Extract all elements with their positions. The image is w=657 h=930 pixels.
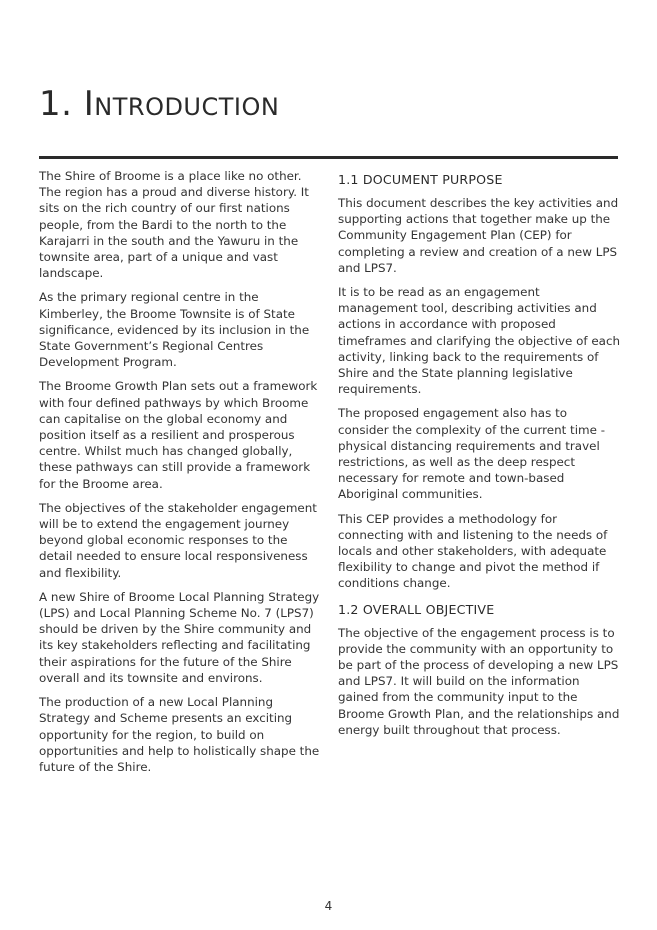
page-title: 1. Introduction (39, 84, 280, 124)
document-purpose-paragraph-3: The proposed engagement also has to consider the complexity of the current time - physical distancing requirements and travel restrictions, as well as the deep respect necessary for remote and town-based Aboriginal communities. (338, 406, 605, 502)
document-purpose-paragraph-4: This CEP provides a methodology for connecting with and listening to the needs of locals and other stakeholders, with adequate flexibility to change and pivot the method if conditions change. (338, 511, 608, 591)
intro-paragraph-6: The production of a new Local Planning Strategy and Scheme presents an exciting opportunity for the region, to build on opportunities and help to holistically shape the future of the Shire. (39, 695, 320, 774)
right-column (338, 172, 621, 746)
intro-paragraph-5: A new Shire of Broome Local Planning Strategy (LPS) and Local Planning Scheme No. 7 (LPS7) should be driven by the Shire community and its key stakeholders reflecting and facilitating their aspirations for the future of the Shire overall and its townsite and environs. (39, 589, 320, 685)
page-number: 4 (324, 899, 333, 913)
document-purpose-paragraph-2: It is to be read as an engagement management tool, describing activities and actions in accordance with proposed timeframes and clarifying the objective of each activity, linking back to the requirements of Shire and the State planning legislative requirements. (338, 285, 621, 397)
overall-objective-paragraph-1: The objective of the engagement process is to provide the community with an opportunity to be part of the process of developing a new LPS and LPS7. It will build on the information gained from the community input to the Broome Growth Plan, and the relationships and energy built throughout that process. (338, 625, 620, 737)
title-divider (39, 156, 618, 159)
intro-paragraph-2: As the primary regional centre in the Kimberley, the Broome Townsite is of State significance, evidenced by its inclusion in the State Government’s Regional Centres Development Program. (39, 290, 310, 370)
overall-objective-heading: 1.2 OVERALL OBJECTIVE (338, 601, 495, 617)
left-column (39, 168, 322, 783)
intro-paragraph-4: The objectives of the stakeholder engagement will be to extend the engagement journey beyond global economic responses to the detail needed to ensure local responsiveness and flexibility. (39, 500, 317, 580)
document-purpose-heading: 1.1 DOCUMENT PURPOSE (338, 172, 503, 187)
intro-paragraph-3: The Broome Growth Plan sets out a framework with four defined pathways by which Broome can capitalise on the global economy and position itself as a resilient and prosperous centre. Whilst much has changed globally, these pathways can still provide a framework for the Broome area. (39, 379, 318, 491)
intro-paragraph-1: The Shire of Broome is a place like no other. The region has a proud and diverse history. It sits on the rich country of our first nations people, from the Bardi to the north to the Karajarri in the south and the Yawuru in the townsite area, part of a unique and vast landscape. (39, 169, 309, 281)
document-purpose-paragraph-1: This document describes the key activities and supporting actions that together make up the Community Engagement Plan (CEP) for completing a review and creation of a new LPS and LPS7. (338, 196, 619, 275)
